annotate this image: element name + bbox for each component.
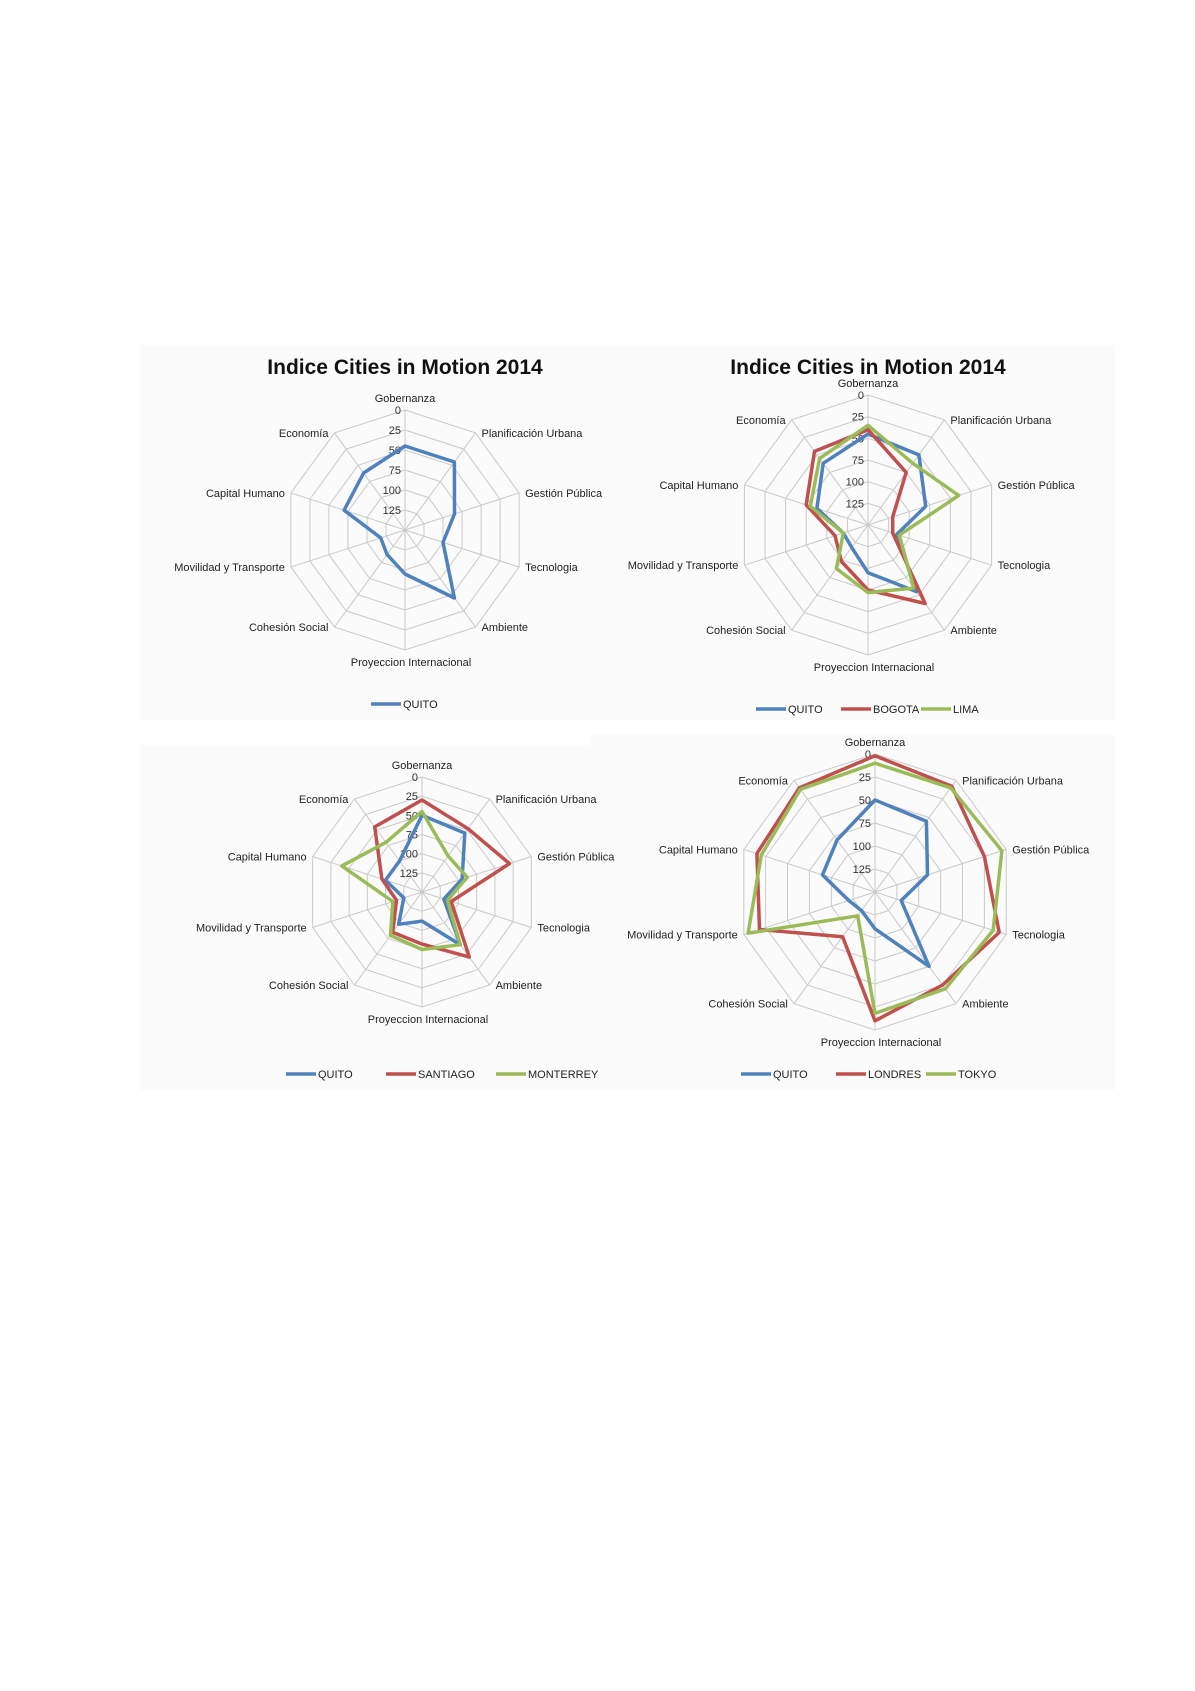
category-label: Gobernanza <box>837 378 899 390</box>
category-label: Movilidad y Transporte <box>627 560 739 573</box>
tick-label: 25 <box>388 425 401 437</box>
category-label: Planificación Urbana <box>962 775 1064 788</box>
category-label: Proyeccion Internacional <box>350 657 472 669</box>
category-label: Gobernanza <box>391 760 453 772</box>
legend-label: LIMA <box>953 704 979 716</box>
tick-label: 100 <box>845 476 864 489</box>
chart-title-1: Indice Cities in Motion 2014 <box>267 356 543 379</box>
category-label: Planificación Urbana <box>481 427 583 440</box>
category-label: Movilidad y Transporte <box>627 929 738 942</box>
category-label: Cohesión Social <box>268 980 349 993</box>
category-label: Capital Humano <box>227 851 307 864</box>
category-label: Ambiente <box>962 998 1009 1011</box>
tick-label: 75 <box>388 465 401 477</box>
tick-label: 0 <box>857 390 864 402</box>
legend-item-tokyo <box>926 1069 997 1081</box>
tick-label: 50 <box>388 445 401 457</box>
tick-label: 25 <box>851 411 864 424</box>
axis-spoke <box>875 780 956 892</box>
category-label: Ambiente <box>481 622 529 635</box>
category-label: Economía <box>736 414 786 427</box>
category-label: Capital Humano <box>205 487 285 500</box>
legend-label: QUITO <box>318 1069 353 1081</box>
category-label: Economía <box>278 427 329 440</box>
category-label: Movilidad y Transporte <box>174 562 285 575</box>
tick-label: 75 <box>405 829 418 842</box>
tick-label: 25 <box>405 791 418 804</box>
category-label: Tecnologia <box>997 560 1051 573</box>
legend-label: MONTERREY <box>528 1069 599 1081</box>
tick-label: 25 <box>858 772 871 784</box>
category-label: Movilidad y Transporte <box>195 922 307 935</box>
legend-label: BOGOTA <box>873 704 920 716</box>
tick-label: 100 <box>399 848 418 861</box>
category-label: Gestión Pública <box>1012 844 1090 857</box>
tick-label: 125 <box>382 505 401 517</box>
category-label: Capital Humano <box>659 479 739 492</box>
legend-label: QUITO <box>773 1069 808 1081</box>
category-label: Capital Humano <box>658 844 738 857</box>
legend-label: QUITO <box>403 699 438 711</box>
legend-label: LONDRES <box>868 1069 922 1081</box>
tick-label: 100 <box>382 485 401 497</box>
category-label: Gestión Pública <box>537 851 615 864</box>
tick-label: 50 <box>858 795 871 807</box>
category-label: Proyeccion Internacional <box>367 1014 489 1026</box>
category-label: Gestión Pública <box>997 479 1075 492</box>
tick-label: 100 <box>852 841 871 853</box>
category-label: Proyeccion Internacional <box>813 662 935 674</box>
category-label: Gobernanza <box>374 393 436 405</box>
legend-label: QUITO <box>788 704 823 716</box>
category-label: Planificación Urbana <box>495 793 597 806</box>
category-label: Proyeccion Internacional <box>820 1037 942 1049</box>
category-label: Cohesión Social <box>706 625 786 638</box>
legend-item-londres <box>836 1069 921 1081</box>
category-label: Economía <box>738 775 788 788</box>
tick-label: 75 <box>851 455 864 467</box>
legend-label: SANTIAGO <box>418 1069 475 1081</box>
category-label: Tecnologia <box>525 562 578 575</box>
legend-label: TOKYO <box>958 1069 997 1081</box>
tick-label: 50 <box>851 433 864 446</box>
category-label: Economía <box>298 793 349 806</box>
tick-label: 0 <box>394 405 401 417</box>
legend-item-quito <box>741 1069 808 1081</box>
category-label: Ambiente <box>495 980 543 993</box>
category-label: Gobernanza <box>844 737 906 749</box>
tick-label: 0 <box>864 749 871 761</box>
tick-label: 125 <box>399 867 418 880</box>
category-label: Planificación Urbana <box>950 414 1052 427</box>
tick-label: 0 <box>411 772 418 784</box>
tick-label: 75 <box>858 818 871 830</box>
category-label: Gestión Pública <box>525 487 603 500</box>
tick-label: 125 <box>845 498 864 511</box>
tick-label: 50 <box>405 810 418 823</box>
chart-title-2: Indice Cities in Motion 2014 <box>730 356 1006 379</box>
category-label: Tecnologia <box>537 922 590 935</box>
tick-label: 125 <box>852 864 871 876</box>
category-label: Ambiente <box>950 625 997 638</box>
category-label: Cohesión Social <box>708 998 788 1011</box>
category-label: Cohesión Social <box>248 622 329 635</box>
axis-spoke <box>875 892 956 1004</box>
category-label: Tecnologia <box>1012 929 1065 942</box>
